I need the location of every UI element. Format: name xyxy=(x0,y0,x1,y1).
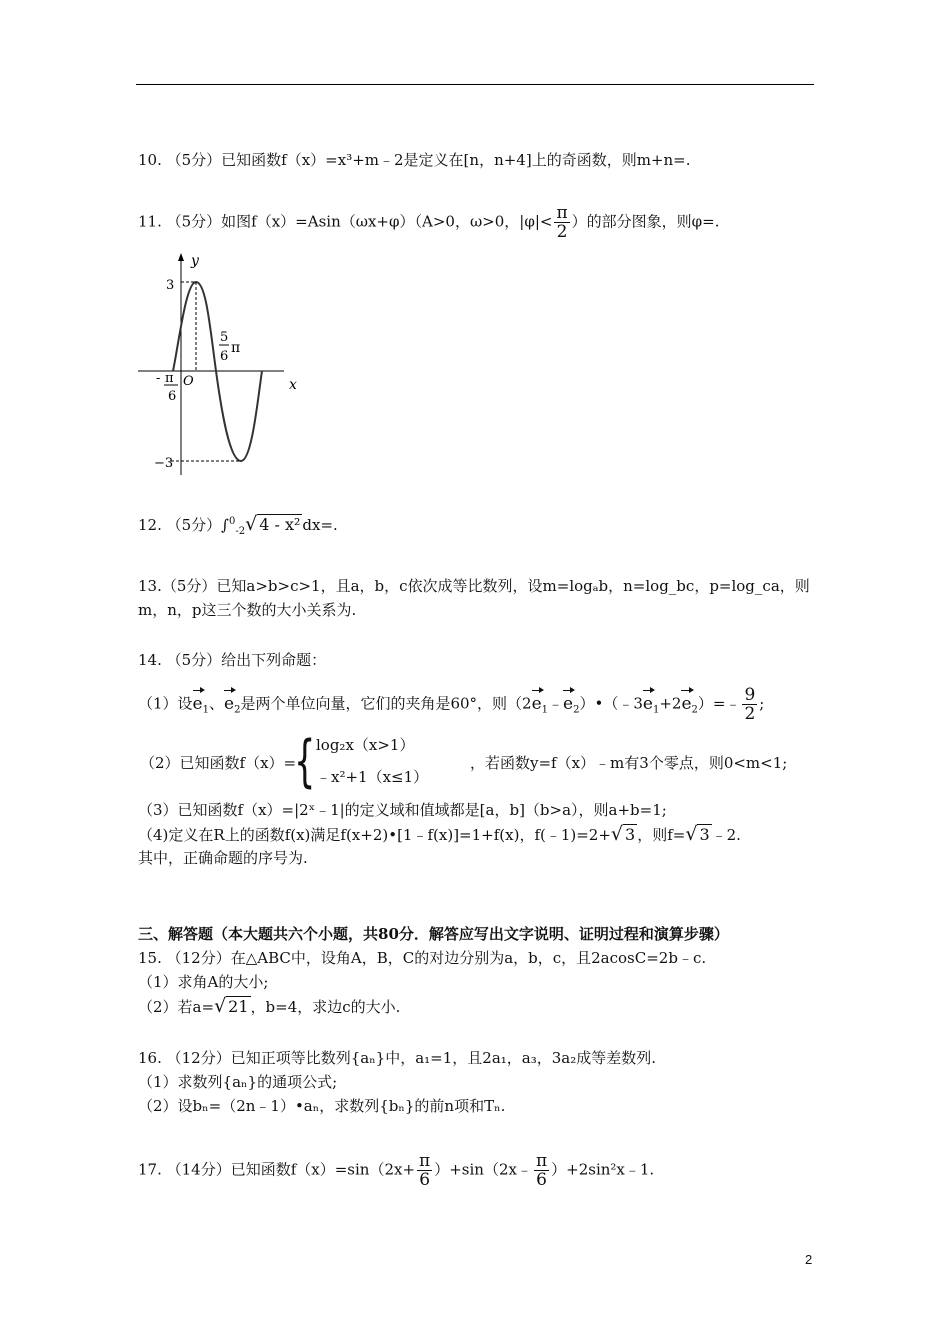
prop-2: （2）已知函数f（x）= { log₂x（x>1） ﹣x²+1（x≤1） ，若函数y=f（x）﹣m有3个零点，则0<m<1; xyxy=(140,729,788,794)
prop-1: （1）设$e_1$、$e_2$是两个单位向量，它们的夹角是60°，则$(2e_1﹣e_2)•(﹣3e_1+2e_2)=﹣$ $\frac{9}{2}$ ; xyxy=(138,685,765,724)
xpos-pi: π xyxy=(231,340,241,356)
question-10: 10. （5分）已知函数f（x）=x³+m﹣2是定义在[n，n+4]上的奇函数，则m+n=. xyxy=(138,151,691,169)
x-label: x xyxy=(289,377,297,393)
header-rule xyxy=(136,84,814,85)
prop-3: （3）已知函数f（x）=|2ˣ﹣1|的定义域和值域都是[a，b]（b>a），则a+b=1; xyxy=(138,801,667,819)
ymin-label: −3 xyxy=(154,456,174,471)
page-number: 2 xyxy=(805,1252,813,1267)
xneg-sign: - xyxy=(156,371,161,386)
case-1: log₂x（x>1） xyxy=(316,736,415,754)
sine-graph xyxy=(136,247,306,477)
xpos-num: 5 xyxy=(220,330,229,345)
prop-4: （4)定义在R上的函数f(x)满足f(x+2)•[1﹣f(x)]=1+f(x)，f(﹣1)=2+√ 3 ，则f=√ 3 ﹣2. xyxy=(138,823,741,845)
ymax-label: 3 xyxy=(166,278,175,293)
section-3-heading: 三、解答题（本大题共六个小题，共80分．解答应写出文字说明、证明过程和演算步骤） xyxy=(138,925,729,943)
q16-part-2: （2）设bₙ=（2n﹣1）•aₙ，求数列{bₙ}的前n项和Tₙ. xyxy=(138,1097,506,1115)
fraction-pi-2: $\frac{\pi}{2}$ xyxy=(556,203,568,242)
xneg-num: π xyxy=(165,371,174,386)
case-2: ﹣x²+1（x≤1） xyxy=(316,768,429,786)
question-17: 17. （14分）已知函数f（x）=sin（2x+ $\frac{\pi}{6}$ ）+sin（2x﹣ $\frac{\pi}{6}$ ）+2sin²x﹣1. xyxy=(138,1151,655,1190)
xneg-den: 6 xyxy=(168,389,177,404)
question-15: 15. （12分）在△ABC中，设角A，B，C的对边分别为a，b，c，且2acosC=2b﹣c. xyxy=(138,949,707,967)
q15-part-2: （2）若a=√ 21 ，b=4，求边c的大小. xyxy=(138,995,401,1017)
y-axis-arrow xyxy=(178,253,184,261)
piecewise-brace: { xyxy=(294,729,316,794)
y-label: y xyxy=(191,253,199,269)
question-13-line2: m，n，p这三个数的大小关系为. xyxy=(138,601,357,619)
question-11: 11. （5分）如图f（x）=Asin（ωx+φ）（A>0，ω>0，|φ|< $\frac{\pi}{2}$ ）的部分图象，则φ=. xyxy=(138,203,720,242)
xpos-den: 6 xyxy=(220,349,229,364)
q16-part-1: （1）求数列{aₙ}的通项公式; xyxy=(138,1073,338,1091)
question-14: 14. （5分）给出下列命题： xyxy=(138,651,327,669)
question-16: 16. （12分）已知正项等比数列{aₙ}中，a₁=1，且2a₁，a₃，3a₂成等差数列. xyxy=(138,1049,657,1067)
q15-part-1: （1）求角A的大小; xyxy=(138,973,269,991)
q14-conclusion: 其中，正确命题的序号为. xyxy=(138,849,308,867)
question-12: 12. （5分）∫$^0_{-2}$√ 4 - x² dx=. xyxy=(138,513,338,537)
question-13-line1: 13.（5分）已知a>b>c>1，且a，b，c依次成等比数列，设m=logₐb，n=log_bc，p=log_ca，则 xyxy=(138,577,810,595)
origin-label: O xyxy=(183,374,194,389)
